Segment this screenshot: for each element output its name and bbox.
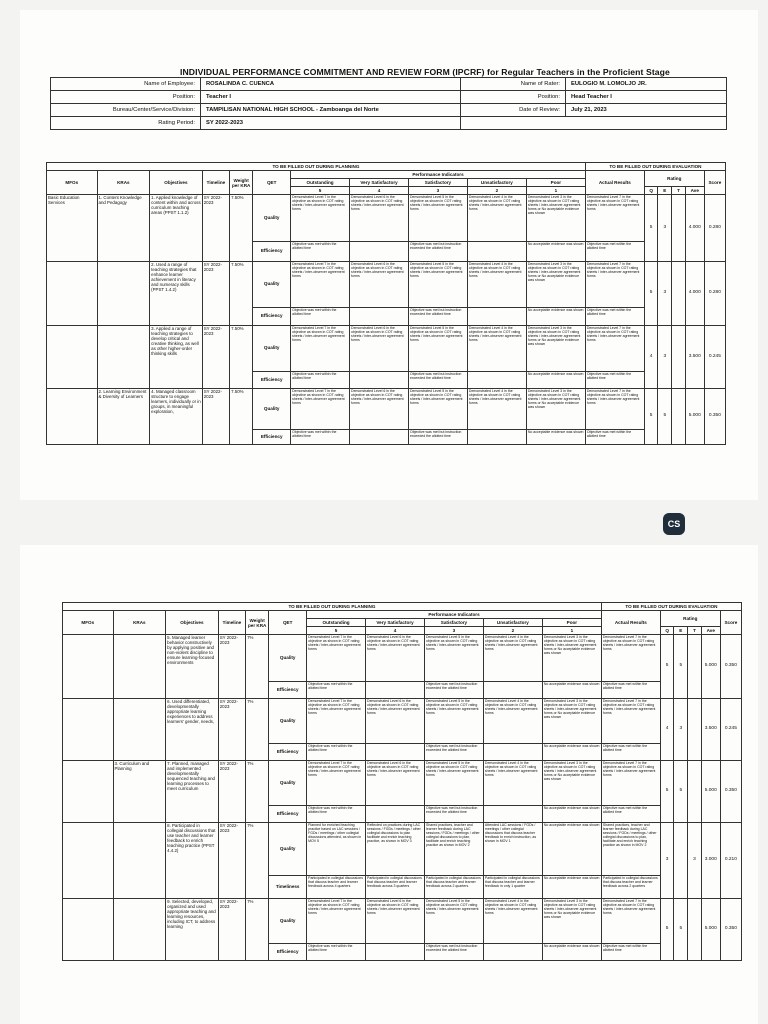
indicator-2-text — [483, 944, 542, 961]
indicator-2-text — [483, 744, 542, 761]
unsatisfactory-header: Unsatisfactory — [467, 179, 526, 187]
rating-t — [672, 195, 686, 262]
bureau: TAMPILISAN NATIONAL HIGH SCHOOL - Zamboanga del Norte — [201, 104, 461, 117]
indicator-1-text: Demonstrated Level 3 in the objective as shown in COT rating sheets / inter-observer agreement forms or No acceptable evidence was shown — [526, 326, 585, 372]
indicator-1-text: Demonstrated Level 3 in the objective as shown in COT rating sheets / inter-observer agreement forms or No acceptable evidence was shown — [542, 761, 601, 806]
scale-5: 5 — [307, 627, 366, 635]
indicator-5-text: Demonstrated Level 7 in the objective as shown in COT rating sheets / inter-observer agreement forms — [307, 761, 366, 806]
employee-position: Teacher I — [201, 91, 461, 104]
indicator-2-text — [467, 242, 526, 262]
header-blank — [461, 117, 727, 130]
indicator-4-text — [366, 944, 425, 961]
actual-result-text: Demonstrated Level 7 in the objective as shown in COT rating sheets / inter-observer agreement forms — [585, 195, 644, 242]
indicator-3-text: Objective was met but instruction exceeded the allotted time — [408, 308, 467, 326]
performance-table-page2 — [62, 602, 742, 961]
indicator-1-text: No acceptable evidence was shown — [542, 944, 601, 961]
rating-e: 5 — [674, 899, 688, 961]
planning-header: TO BE FILLED OUT DURING PLANNING — [63, 603, 602, 611]
objective-cell: 3. Applied a range of teaching strategies to develop critical and creative thinking, as well as other higher-order thinking skills — [150, 326, 203, 389]
mfo-cell — [63, 635, 114, 699]
rating-q: 5 — [660, 761, 674, 823]
qet-header: QET — [269, 611, 307, 635]
timeline-cell: SY 2022-2023 — [202, 262, 229, 326]
indicator-4-text: Demonstrated Level 6 in the objective as shown in COT rating sheets / inter-observer agreement forms — [366, 761, 425, 806]
mfos-header: MFOs — [47, 171, 98, 195]
rating-e: 3 — [674, 699, 688, 761]
indicators-header: Performance Indicators — [291, 171, 586, 179]
rating-period: SY 2022-2023 — [201, 117, 461, 130]
indicator-5-text: Objective was met within the allotted time — [307, 744, 366, 761]
indicator-1-text: Demonstrated Level 3 in the objective as shown in COT rating sheets / inter-observer agreement forms or No acceptable evidence was shown — [542, 899, 601, 944]
rating-t — [688, 699, 702, 761]
kra-cell — [97, 326, 150, 389]
quality-label: Quality — [269, 761, 307, 806]
ave-header: Ave — [701, 627, 720, 635]
rating-t — [672, 262, 686, 326]
kra-cell: 2. Learning Environment & Diversity of Learners — [97, 389, 150, 445]
objective-cell: 7. Planned, managed and implemented developmentally sequenced teaching and learning processes to meet curriculum — [166, 761, 219, 823]
indicator-5-text: Demonstrated Level 7 in the objective as shown in COT rating sheets / inter-observer agreement forms — [307, 635, 366, 682]
objective-cell: 2. Used a range of teaching strategies that enhance learner achievement in literacy and numeracy skills (PPST 1.4.2) — [150, 262, 203, 326]
indicator-2-text: Demonstrated Level 4 in the objective as shown in COT rating sheets / inter-observer agreement forms — [483, 761, 542, 806]
performance-table-page1 — [46, 162, 726, 445]
indicator-1-text: No acceptable evidence was shown — [526, 372, 585, 389]
score-cell: 0.350 — [720, 761, 741, 823]
score-cell: 0.280 — [704, 195, 725, 262]
quality-label: Quality — [253, 389, 291, 430]
indicator-3-text: Shared practices, teacher and learner feedback during LAC sessions / FGDs / meetings / other collegial discussions to plan, facilitate and enrich teaching practice as shown in MOV 2 — [424, 823, 483, 876]
indicator-5-text: Planned for enriched teaching practice based on LAC sessions / FGDs / meetings / other collegial discussions attended, as shown in MOV 5 — [307, 823, 366, 876]
score-cell: 0.350 — [720, 635, 741, 699]
objective-cell: 5. Managed learner behavior constructively by applying positive and non-violent discipline to ensure learning-focused environments — [166, 635, 219, 699]
indicator-1-text: No acceptable evidence was shown — [526, 308, 585, 326]
scanned-page-1 — [20, 10, 758, 500]
evaluation-header: TO BE FILLED OUT DURING EVALUATION — [585, 163, 725, 171]
t-header: T — [672, 187, 686, 195]
score-header: Score — [720, 611, 741, 635]
indicator-3-text: Objective was met but instruction exceeded the allotted time — [408, 242, 467, 262]
rating-header: Rating — [660, 611, 720, 627]
efficiency-label: Efficiency — [269, 744, 307, 761]
timeline-cell: SY 2022-2023 — [218, 699, 245, 761]
unsatisfactory-header: Unsatisfactory — [483, 619, 542, 627]
indicator-3-text: Demonstrated Level 5 in the objective as shown in COT rating sheets / inter-observer agreement forms — [424, 699, 483, 744]
indicator-4-text: Participated in collegial discussions that discuss teacher and learner feedback across 3 quarters — [366, 876, 425, 899]
indicator-1-text: Demonstrated Level 3 in the objective as shown in COT rating sheets / inter-observer agreement forms or No acceptable evidence was shown — [526, 389, 585, 430]
indicator-5-text: Objective was met within the allotted time — [291, 372, 350, 389]
rating-q: 5 — [660, 635, 674, 699]
rating-q: 4 — [644, 326, 658, 389]
t-header: T — [688, 627, 702, 635]
rating-q: 3 — [660, 823, 674, 899]
camscanner-logo-icon: CS — [663, 513, 685, 535]
weight-header: Weight per KRA — [246, 611, 269, 635]
poor-header: Poor — [542, 619, 601, 627]
scale-1: 1 — [542, 627, 601, 635]
scanned-page-2 — [20, 545, 758, 1024]
mfo-cell — [63, 823, 114, 899]
timeline-cell: SY 2022-2023 — [218, 899, 245, 961]
actual-result-text: Objective was met within the allotted time — [601, 944, 660, 961]
rating-ave: 4.000 — [685, 262, 704, 326]
indicator-2-text: Demonstrated Level 4 in the objective as shown in COT rating sheets / inter-observer agreement forms — [467, 262, 526, 308]
indicator-1-text: No acceptable evidence was shown — [526, 242, 585, 262]
rating-t — [688, 761, 702, 823]
indicator-3-text: Participated in collegial discussions that discuss teacher and learner feedback across 2 quarters — [424, 876, 483, 899]
indicator-3-text: Demonstrated Level 5 in the objective as shown in COT rating sheets / inter-observer agreement forms — [408, 262, 467, 308]
objective-cell: 4. Managed classroom structure to engage learners, individually or in groups, in meaningful exploration, — [150, 389, 203, 445]
planning-header: TO BE FILLED OUT DURING PLANNING — [47, 163, 586, 171]
indicator-4-text: Demonstrated Level 6 in the objective as shown in COT rating sheets / inter-observer agreement forms — [350, 326, 409, 372]
efficiency-label: Efficiency — [269, 944, 307, 961]
objectives-header: Objectives — [166, 611, 219, 635]
actual-result-text: Objective was met within the allotted time — [585, 430, 644, 445]
indicator-1-text: Demonstrated Level 3 in the objective as shown in COT rating sheets / inter-observer agreement forms or No acceptable evidence was shown — [542, 635, 601, 682]
actual-result-text: Demonstrated Level 7 in the objective as shown in COT rating sheets / inter-observer agreement forms — [585, 389, 644, 430]
very-satisfactory-header: Very Satisfactory — [350, 179, 409, 187]
indicator-3-text: Objective was met but instruction exceeded the allotted time — [424, 744, 483, 761]
actual-results-header: Actual Results — [601, 611, 660, 635]
actual-result-text: Objective was met within the allotted time — [601, 744, 660, 761]
weight-cell: 7% — [246, 823, 269, 899]
efficiency-label: Efficiency — [253, 372, 291, 389]
rating-q: 5 — [644, 262, 658, 326]
score-header: Score — [704, 171, 725, 195]
review-date-label: Date of Review: — [461, 104, 566, 117]
mfo-cell — [47, 326, 98, 389]
indicator-3-text: Demonstrated Level 5 in the objective as shown in COT rating sheets / inter-observer agreement forms — [424, 635, 483, 682]
rating-e: 5 — [658, 389, 672, 445]
actual-result-text: Demonstrated Level 7 in the objective as shown in COT rating sheets / inter-observer agreement forms — [601, 761, 660, 806]
indicator-2-text: Demonstrated Level 4 in the objective as shown in COT rating sheets / inter-observer agreement forms — [483, 699, 542, 744]
timeliness-label: Timeliness — [269, 876, 307, 899]
indicator-3-text: Objective was met but instruction exceeded the allotted time — [408, 430, 467, 445]
actual-result-text: Objective was met within the allotted time — [601, 806, 660, 823]
ave-header: Ave — [685, 187, 704, 195]
employee-name: ROSALINDA C. CUENCA — [201, 78, 461, 91]
quality-label: Quality — [253, 326, 291, 372]
efficiency-label: Efficiency — [269, 806, 307, 823]
kra-cell: 1. Content Knowledge and Pedagogy — [97, 195, 150, 262]
outstanding-header: Outstanding — [307, 619, 366, 627]
weight-cell: 7% — [246, 699, 269, 761]
scale-5: 5 — [291, 187, 350, 195]
actual-result-text: Demonstrated Level 7 in the objective as shown in COT rating sheets / inter-observer agreement forms — [601, 699, 660, 744]
indicator-5-text: Demonstrated Level 7 in the objective as shown in COT rating sheets / inter-observer agreement forms — [291, 195, 350, 242]
rating-period-label: Rating Period: — [51, 117, 201, 130]
scale-3: 3 — [424, 627, 483, 635]
scale-4: 4 — [366, 627, 425, 635]
indicators-header: Performance Indicators — [307, 611, 602, 619]
indicator-5-text: Objective was met within the allotted time — [307, 682, 366, 699]
indicator-2-text: Participated in collegial discussions that discuss teacher and learner feedback in only 1 quarter — [483, 876, 542, 899]
actual-result-text: Objective was met within the allotted time — [601, 682, 660, 699]
review-date: July 21, 2023 — [566, 104, 727, 117]
score-cell: 0.245 — [720, 699, 741, 761]
rating-t — [672, 389, 686, 445]
indicator-4-text: Demonstrated Level 6 in the objective as shown in COT rating sheets / inter-observer agreement forms — [350, 262, 409, 308]
form-title: INDIVIDUAL PERFORMANCE COMMITMENT AND REVIEW FORM (IPCRF) for Regular Teachers in the Proficient Stage — [180, 67, 670, 77]
rater-position: Head Teacher I — [566, 91, 727, 104]
mfo-cell — [47, 389, 98, 445]
objective-cell: 9. Selected, developed, organized and used appropriate teaching and learning resources, including ICT, to address learning — [166, 899, 219, 961]
indicator-5-text: Objective was met within the allotted time — [307, 806, 366, 823]
objective-cell: 8. Participated in collegial discussions that use teacher and learner feedback to enrich teaching practice (PPST 4.4.2) — [166, 823, 219, 899]
rating-q: 5 — [644, 195, 658, 262]
indicator-4-text — [350, 308, 409, 326]
score-cell: 0.280 — [704, 262, 725, 326]
timeline-cell: SY 2022-2023 — [218, 635, 245, 699]
kras-header: KRAs — [97, 171, 150, 195]
indicator-1-text: No acceptable evidence was shown — [542, 744, 601, 761]
actual-result-text: Objective was met within the allotted time — [585, 372, 644, 389]
very-satisfactory-header: Very Satisfactory — [366, 619, 425, 627]
actual-result-text: Demonstrated Level 7 in the objective as shown in COT rating sheets / inter-observer agreement forms — [585, 262, 644, 308]
indicator-4-text: Demonstrated Level 6 in the objective as shown in COT rating sheets / inter-observer agreement forms — [366, 635, 425, 682]
rating-ave: 5.000 — [701, 899, 720, 961]
rating-e: 3 — [658, 326, 672, 389]
rating-t — [672, 326, 686, 389]
indicator-5-text: Objective was met within the allotted time — [307, 944, 366, 961]
rating-ave: 5.000 — [701, 761, 720, 823]
indicator-3-text: Objective was met but instruction exceeded the allotted time — [408, 372, 467, 389]
indicator-4-text: Reflected on practices during LAC sessions / FGDs / meetings / other collegial discussions to plan facilitate and enrich teaching practice, as shown in MOV 3 — [366, 823, 425, 876]
indicator-4-text: Demonstrated Level 6 in the objective as shown in COT rating sheets / inter-observer agreement forms — [366, 699, 425, 744]
mfo-cell — [63, 761, 114, 823]
kras-header: KRAs — [113, 611, 166, 635]
rating-ave: 3.500 — [685, 326, 704, 389]
indicator-5-text: Demonstrated Level 7 in the objective as shown in COT rating sheets / inter-observer agreement forms — [307, 699, 366, 744]
rating-e — [674, 823, 688, 899]
indicator-4-text: Demonstrated Level 6 in the objective as shown in COT rating sheets / inter-observer agreement forms — [366, 899, 425, 944]
indicator-2-text — [483, 682, 542, 699]
indicator-1-text: No acceptable evidence was shown — [542, 823, 601, 876]
actual-result-text: Objective was met within the allotted time — [585, 308, 644, 326]
bureau-label: Bureau/Center/Service/Division: — [51, 104, 201, 117]
indicator-2-text — [467, 372, 526, 389]
rater-name-label: Name of Rater: — [461, 78, 566, 91]
mfos-header: MFOs — [63, 611, 114, 635]
position-label: Position: — [51, 91, 201, 104]
indicator-5-text: Demonstrated Level 7 in the objective as shown in COT rating sheets / inter-observer agreement forms — [291, 389, 350, 430]
quality-label: Quality — [269, 699, 307, 744]
indicator-4-text — [350, 242, 409, 262]
efficiency-label: Efficiency — [269, 682, 307, 699]
rating-t — [688, 899, 702, 961]
quality-label: Quality — [253, 195, 291, 242]
rater-name: EULOGIO M. LOMOLJO JR. — [566, 78, 727, 91]
rating-header: Rating — [644, 171, 704, 187]
employee-header-table — [50, 77, 727, 130]
actual-result-text: Demonstrated Level 7 in the objective as shown in COT rating sheets / inter-observer agreement forms — [601, 635, 660, 682]
evaluation-header: TO BE FILLED OUT DURING EVALUATION — [601, 603, 741, 611]
indicator-4-text — [350, 372, 409, 389]
indicator-5-text: Objective was met within the allotted time — [291, 430, 350, 445]
timeline-cell: SY 2022-2023 — [202, 195, 229, 262]
rating-ave: 4.000 — [685, 195, 704, 262]
mfo-cell — [63, 699, 114, 761]
indicator-2-text: Demonstrated Level 4 in the objective as shown in COT rating sheets / inter-observer agreement forms — [483, 635, 542, 682]
indicator-4-text — [350, 430, 409, 445]
scale-4: 4 — [350, 187, 409, 195]
timeline-cell: SY 2022-2023 — [202, 326, 229, 389]
weight-cell: 7.50% — [230, 389, 253, 445]
rating-q: 4 — [660, 699, 674, 761]
actual-result-text: Shared practices, teacher and learner feedback during LAC sessions / FGDs / meetings / other collegial discussions to plan, facilitate and enrich teaching practice as shown in MOV 2 — [601, 823, 660, 876]
q-header: Q — [660, 627, 674, 635]
kra-cell — [97, 262, 150, 326]
kra-cell — [113, 635, 166, 699]
actual-results-header: Actual Results — [585, 171, 644, 195]
indicator-2-text: Demonstrated Level 4 in the objective as shown in COT rating sheets / inter-observer agreement forms — [467, 195, 526, 242]
mfo-cell: Basic Education Services — [47, 195, 98, 262]
rating-e: 3 — [658, 262, 672, 326]
weight-cell: 7% — [246, 635, 269, 699]
rating-ave: 3.000 — [701, 823, 720, 899]
indicator-2-text: Attended LAC sessions / FGDs / meetings / other collegial discussions that discuss teacher feedback to enrich instruction, as shown in MOV 1 — [483, 823, 542, 876]
indicator-5-text: Objective was met within the allotted time — [291, 242, 350, 262]
score-cell: 0.210 — [720, 823, 741, 899]
indicator-2-text: Demonstrated Level 4 in the objective as shown in COT rating sheets / inter-observer agreement forms — [467, 326, 526, 372]
kra-cell — [113, 823, 166, 899]
actual-result-text: Objective was met within the allotted time — [585, 242, 644, 262]
rating-e: 5 — [674, 761, 688, 823]
mfo-cell — [47, 262, 98, 326]
poor-header: Poor — [526, 179, 585, 187]
indicator-1-text: No acceptable evidence was shown — [542, 806, 601, 823]
weight-cell: 7.50% — [230, 262, 253, 326]
kra-cell — [113, 899, 166, 961]
indicator-3-text: Objective was met but instruction exceeded the allotted time — [424, 682, 483, 699]
indicator-1-text: No acceptable evidence was shown — [526, 430, 585, 445]
rating-ave: 3.500 — [701, 699, 720, 761]
indicator-3-text: Demonstrated Level 5 in the objective as shown in COT rating sheets / inter-observer agreement forms — [424, 761, 483, 806]
indicator-4-text: Demonstrated Level 6 in the objective as shown in COT rating sheets / inter-observer agreement forms — [350, 195, 409, 242]
quality-label: Quality — [269, 635, 307, 682]
indicator-1-text: Demonstrated Level 3 in the objective as shown in COT rating sheets / inter-observer agreement forms or No acceptable evidence was shown — [526, 195, 585, 242]
quality-label: Quality — [253, 262, 291, 308]
rating-q: 5 — [660, 899, 674, 961]
employee-name-label: Name of Employee: — [51, 78, 201, 91]
weight-cell: 7.50% — [230, 195, 253, 262]
indicator-5-text: Participated in collegial discussions that discuss teacher and learner feedback across 4 quarters — [307, 876, 366, 899]
qet-header: QET — [253, 171, 291, 195]
indicator-3-text: Demonstrated Level 5 in the objective as shown in COT rating sheets / inter-observer agreement forms — [408, 195, 467, 242]
rater-position-label: Position: — [461, 91, 566, 104]
timeline-header: Timeline — [218, 611, 245, 635]
scale-2: 2 — [467, 187, 526, 195]
weight-header: Weight per KRA — [230, 171, 253, 195]
timeline-header: Timeline — [202, 171, 229, 195]
timeline-cell: SY 2022-2023 — [218, 823, 245, 899]
indicator-4-text — [366, 806, 425, 823]
indicator-4-text: Demonstrated Level 6 in the objective as shown in COT rating sheets / inter-observer agreement forms — [350, 389, 409, 430]
efficiency-label: Efficiency — [253, 242, 291, 262]
rating-e: 3 — [658, 195, 672, 262]
indicator-5-text: Objective was met within the allotted time — [291, 308, 350, 326]
efficiency-label: Efficiency — [253, 308, 291, 326]
indicator-3-text: Demonstrated Level 5 in the objective as shown in COT rating sheets / inter-observer agreement forms — [408, 389, 467, 430]
indicator-4-text — [366, 744, 425, 761]
actual-result-text: Participated in collegial discussions that discuss teacher and learner feedback across 2 quarters — [601, 876, 660, 899]
weight-cell: 7% — [246, 761, 269, 823]
indicator-3-text: Objective was met but instruction exceeded the allotted time — [424, 806, 483, 823]
kra-cell — [113, 699, 166, 761]
objective-cell: 1. Applied knowledge of content within and across curriculum teaching areas (PPST 1.1.2) — [150, 195, 203, 262]
kra-cell: 3. Curriculum and Planning — [113, 761, 166, 823]
actual-result-text: Demonstrated Level 7 in the objective as shown in COT rating sheets / inter-observer agreement forms — [601, 899, 660, 944]
indicator-3-text: Demonstrated Level 5 in the objective as shown in COT rating sheets / inter-observer agreement forms — [424, 899, 483, 944]
timeline-cell: SY 2022-2023 — [218, 761, 245, 823]
indicator-1-text: Demonstrated Level 3 in the objective as shown in COT rating sheets / inter-observer agreement forms or No acceptable evidence was shown — [526, 262, 585, 308]
indicator-4-text — [366, 682, 425, 699]
score-cell: 0.350 — [720, 899, 741, 961]
indicator-2-text: Demonstrated Level 4 in the objective as shown in COT rating sheets / inter-observer agreement forms — [483, 899, 542, 944]
e-header: E — [674, 627, 688, 635]
indicator-1-text: No acceptable evidence was shown — [542, 682, 601, 699]
quality-label: Quality — [269, 823, 307, 876]
satisfactory-header: Satisfactory — [408, 179, 467, 187]
mfo-cell — [63, 899, 114, 961]
weight-cell: 7% — [246, 899, 269, 961]
indicator-3-text: Demonstrated Level 5 in the objective as shown in COT rating sheets / inter-observer agreement forms — [408, 326, 467, 372]
weight-cell: 7.50% — [230, 326, 253, 389]
indicator-5-text: Demonstrated Level 7 in the objective as shown in COT rating sheets / inter-observer agreement forms — [307, 899, 366, 944]
score-cell: 0.350 — [704, 389, 725, 445]
actual-result-text: Demonstrated Level 7 in the objective as shown in COT rating sheets / inter-observer agreement forms — [585, 326, 644, 372]
rating-q: 5 — [644, 389, 658, 445]
scale-2: 2 — [483, 627, 542, 635]
efficiency-label: Efficiency — [253, 430, 291, 445]
score-cell: 0.245 — [704, 326, 725, 389]
timeline-cell: SY 2022-2023 — [202, 389, 229, 445]
q-header: Q — [644, 187, 658, 195]
indicator-2-text — [467, 430, 526, 445]
indicator-5-text: Demonstrated Level 7 in the objective as shown in COT rating sheets / inter-observer agreement forms — [291, 262, 350, 308]
satisfactory-header: Satisfactory — [424, 619, 483, 627]
indicator-1-text: No acceptable evidence was shown — [542, 876, 601, 899]
rating-ave: 5.000 — [685, 389, 704, 445]
scale-3: 3 — [408, 187, 467, 195]
e-header: E — [658, 187, 672, 195]
indicator-2-text — [467, 308, 526, 326]
indicator-2-text: Demonstrated Level 4 in the objective as shown in COT rating sheets / inter-observer agreement forms — [467, 389, 526, 430]
indicator-2-text — [483, 806, 542, 823]
rating-t: 3 — [688, 823, 702, 899]
rating-ave: 5.000 — [701, 635, 720, 699]
outstanding-header: Outstanding — [291, 179, 350, 187]
objectives-header: Objectives — [150, 171, 203, 195]
rating-e: 5 — [674, 635, 688, 699]
indicator-1-text: Demonstrated Level 3 in the objective as shown in COT rating sheets / inter-observer agreement forms or No acceptable evidence was shown — [542, 699, 601, 744]
rating-t — [688, 635, 702, 699]
quality-label: Quality — [269, 899, 307, 944]
indicator-5-text: Demonstrated Level 7 in the objective as shown in COT rating sheets / inter-observer agreement forms — [291, 326, 350, 372]
scale-1: 1 — [526, 187, 585, 195]
indicator-3-text: Objective was met but instruction exceeded the allotted time — [424, 944, 483, 961]
objective-cell: 6. Used differentiated, developmentally appropriate learning experiences to address learners' gender, needs, — [166, 699, 219, 761]
